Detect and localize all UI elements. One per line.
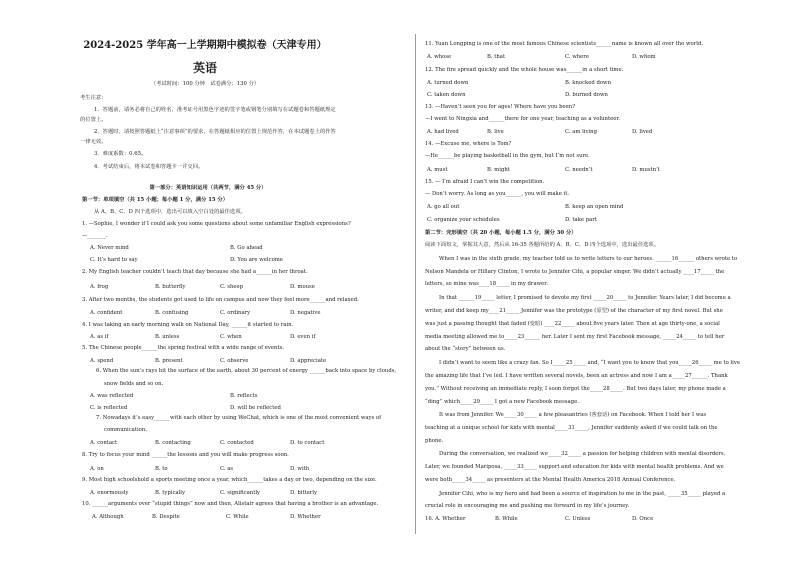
passage-line: “ding” which_____29_____ I got a new Facebook message.: [425, 399, 579, 405]
answer-option: C. observe: [220, 358, 249, 364]
passage-line: crucial role in encouraging me and pushing me forward in my life’s journey.: [425, 503, 630, 509]
passage-line: During the conversation, we realized we_____32_____ a passion for helping children with mental disorders.: [439, 451, 726, 457]
answer-option: B. present: [155, 358, 183, 364]
answer-option: D. burned down: [565, 92, 608, 98]
answer-option: D. will be reflected: [230, 405, 281, 411]
answer-option: D. bitterly: [290, 490, 318, 496]
answer-option: B. to: [155, 466, 168, 472]
question-stem: 7. Nowadays it’s easy______with each other by using WeChat, which is one of the most convenient ways of: [96, 415, 382, 421]
note-line: 一律无效。: [80, 139, 107, 145]
note-line: 的位置上。: [80, 117, 107, 123]
answer-option: C. sheep: [220, 284, 244, 290]
question-stem: —I went to Ningxia and______there for one year, teaching as a volunteer.: [425, 116, 620, 122]
answer-option: C. organize your schedules: [427, 217, 500, 223]
answer-option: A. whose: [427, 54, 452, 60]
passage-line: Nelson Mandela or Hillary Clinton, I wrote to Jennifer Cihi, a popular singer. We didn’t actually ____17_____ the: [425, 269, 725, 275]
answer-option: D. whom: [632, 54, 656, 60]
answer-option: C. It’s hard to say: [90, 257, 138, 263]
question-stem: 11. Yuan Longping is one of the most famous Chinese scientists______name is known all over the world.: [425, 41, 704, 47]
question-stem: snow fields and so on.: [104, 381, 164, 387]
answer-option: B. that: [487, 54, 506, 60]
answer-option: C. where: [565, 54, 589, 60]
passage-line: phone.: [425, 438, 444, 444]
answer-option: D. even if: [290, 334, 316, 340]
passage-line: I didn’t want to seem like a crazy fan. So I_____25_____ and, “I want you to know that you_____26_____ me to live: [439, 360, 740, 366]
answer-option: A. enormously: [90, 490, 129, 496]
note-line: 1．答题前，请务必将自己的姓名、准考证号用黑色字迹的签字笔或钢笔分别填写在试题卷和答题纸规定: [94, 107, 336, 113]
answer-option: A. confident: [90, 310, 123, 316]
answer-option: B. butterfly: [155, 284, 186, 290]
answer-option: C. am living: [565, 129, 597, 135]
passage-line: Later, we founded Mariposa, _____33_____ support and education for kids with mental health problems. And we: [425, 464, 724, 470]
answer-option: A. Never mind: [90, 245, 129, 251]
question-stem: 8. Try to focus your mind ______the lessons and you will make progress soon.: [82, 452, 289, 458]
answer-option: B. might: [487, 167, 510, 173]
answer-option: B. While: [495, 516, 518, 522]
question-stem: communication.: [104, 427, 147, 433]
answer-option: D. negative: [290, 310, 321, 316]
question-stem: 1. —Sophie, I wonder if I could ask you some questions about some unfamiliar English expressions?: [82, 221, 351, 227]
note-line: 3．难度系数：0.65。: [94, 151, 147, 157]
passage-line: In that ______19_____ letter, I promised to devote my first _____20_____ to Jennifer. Years later, I did become a: [439, 295, 731, 301]
answer-option: D. mustn’t: [632, 167, 660, 173]
answer-option: A. go all out: [427, 204, 460, 210]
answer-option: D. lived: [632, 129, 653, 135]
passage-line: you.” Without receiving an immediate reply, I soon forgot the_____28_____. But two days later, my phone made a: [425, 386, 726, 392]
section1-heading: 第一节：单项填空（共 15 小题；每小题 1 分，满分 15 分）: [82, 197, 229, 203]
answer-option: 16. A. Whether: [425, 516, 466, 522]
part1-heading: 第一部分：英语知识运用（共两节，满分 45 分）: [149, 185, 267, 191]
answer-option: B. contacting: [155, 440, 191, 446]
question-stem: 15. — I’m afraid I can’t win the competition.: [425, 179, 545, 185]
answer-option: C. needn’t: [565, 167, 593, 173]
note-line: 2．答题时，请按照答题纸上“注意事项”的要求，在答题纸相应的位置上规范作答，在本试题卷上的作答: [94, 129, 336, 135]
answer-option: C. as: [220, 466, 234, 472]
question-stem: 2. My English teacher couldn’t teach that day because she had a______in her throat.: [82, 269, 308, 275]
passage-line: media meeting allowed me to_____23______ her. Later I sent my first Facebook message, _____24_____ to tell her: [425, 334, 725, 340]
question-stem: 5. The Chinese people______the spring festival with a wide range of events.: [82, 345, 284, 351]
answer-option: D. Whether: [290, 514, 321, 520]
passage-line: writer, and did keep my____21_____ Jennifer was the prototype (原型) of the character of my first novel. But she: [425, 308, 723, 314]
answer-option: D. to contact: [290, 440, 325, 446]
question-stem: 13. —Haven’t seen you for ages! Where have you been?: [425, 104, 576, 110]
passage-line: were both_____34_____ as presenters at the Mental Health America 2018 Annual Conference.: [425, 477, 676, 483]
answer-option: D. mouse: [290, 284, 315, 290]
answer-option: A. had lived: [427, 129, 459, 135]
answer-option: A. frog: [90, 284, 109, 290]
exam-title: 2024-2025 学年高一上学期期中模拟卷（天津专用）: [83, 40, 327, 51]
answer-option: C. While: [226, 514, 249, 520]
notes-heading: 考生注意：: [80, 95, 107, 101]
answer-option: B. knocked down: [565, 80, 611, 86]
exam-info: （考试时间：100 分钟 试卷满分：130 分）: [150, 81, 260, 87]
question-stem: 3. After two months, the students got used to life on campus and now they feel more______and relaxed.: [82, 297, 359, 303]
question-stem: — Don’t worry. As long as you______, you will make it.: [425, 191, 570, 197]
question-stem: 6. When the sun’s rays hit the surface of the earth, about 30 percent of energy ______back into space by clouds,: [96, 368, 397, 374]
answer-option: D. You are welcome: [230, 257, 283, 263]
question-stem: —He______be playing basketball in the gym, but I’m not sure.: [425, 153, 590, 159]
answer-option: A. spend: [90, 358, 114, 364]
passage-line: the amazing life that I’ve led. I have written several novels, been an actress and now I am a_____27______. Thank: [425, 373, 728, 379]
question-stem: 10. ______arguments over “stupid things” now and then, Alistair agrees that having a brother is an advantage.: [82, 501, 379, 507]
section2-instruction: 阅读下面短文，掌握其大意，然后从 16-35 各题所给的 A、B、C、D 四个选项中，选出最佳选项。: [425, 242, 660, 248]
answer-option: D. take part: [565, 217, 597, 223]
answer-option: B. reflects: [230, 393, 258, 399]
answer-option: B. keep an open mind: [565, 204, 624, 210]
answer-option: B. confusing: [155, 310, 189, 316]
answer-option: B. unless: [155, 334, 180, 340]
answer-option: C. ordinary: [220, 310, 251, 316]
answer-option: D. Once: [632, 516, 654, 522]
question-stem: —_______.: [82, 233, 108, 239]
answer-option: B. live: [487, 129, 504, 135]
section1-instruction: 从 A、B、C、D 四个选项中，选出可以填入空白处的最佳选项。: [94, 209, 246, 215]
question-stem: 14. —Excuse me, where is Tom?: [425, 141, 512, 147]
answer-option: C. is reflected: [90, 405, 128, 411]
answer-option: A. contact: [90, 440, 118, 446]
answer-option: C. when: [220, 334, 242, 340]
passage-line: about the “story” between us.: [425, 346, 506, 352]
column-divider: [415, 34, 416, 534]
passage-line: was just a passing thought that faded (变暗) ____22_____ about five years later. Then at age thirty-one, a social: [425, 321, 720, 327]
question-stem: 12. The fire spread quickly and the whole house was______in a short time.: [425, 67, 624, 73]
passage-line: letters, so mine was____18_____ in my drawer.: [425, 281, 548, 287]
answer-option: D. appreciate: [290, 358, 327, 364]
exam-subject: 英语: [192, 61, 217, 75]
answer-option: D. with: [290, 466, 310, 472]
question-stem: 9. Most high schoolshold a sports meeting once a year, which______takes a day or two, depending on the size.: [82, 477, 377, 483]
right-column: [417, 0, 794, 562]
answer-option: A. was reflected: [90, 393, 134, 399]
answer-option: B. typically: [155, 490, 185, 496]
section2-heading: 第二节：完形填空（共 20 小题，每小题 1.5 分，满分 30 分）: [425, 230, 577, 236]
passage-line: teaching at a unique school for kids with mental_____31_____, Jennifer suddenly asked if we could talk on the: [425, 425, 718, 431]
question-stem: 4. I was taking an early morning walk on National Day, ______it started to rain.: [82, 322, 294, 328]
passage-line: When I was in the sixth grade, my teacher told us to write letters to our heroes. ______16______ others wrote to: [439, 256, 738, 262]
answer-option: C. contacted: [220, 440, 254, 446]
note-line: 4．考试结束后，将本试卷和答题卡一并交回。: [94, 164, 204, 170]
answer-option: A. Although: [92, 514, 124, 520]
answer-option: C. taken down: [427, 92, 466, 98]
answer-option: B. Despite: [152, 514, 180, 520]
answer-option: C. significantly: [220, 490, 261, 496]
answer-option: B. Go ahead: [230, 245, 263, 251]
answer-option: A. must: [427, 167, 448, 173]
answer-option: C. Unless: [565, 516, 591, 522]
passage-line: Jennifer Cihi, who is my hero and had been a source of inspiration to me in the past, _____35_____ played a: [439, 491, 726, 497]
answer-option: A. as if: [90, 334, 109, 340]
answer-option: A. on: [90, 466, 104, 472]
passage-line: It was from Jennifer. We_____30_____ a few pleasantries (客套话) on Facebook. When I told her I was: [439, 412, 707, 418]
answer-option: A. turned down: [427, 80, 469, 86]
